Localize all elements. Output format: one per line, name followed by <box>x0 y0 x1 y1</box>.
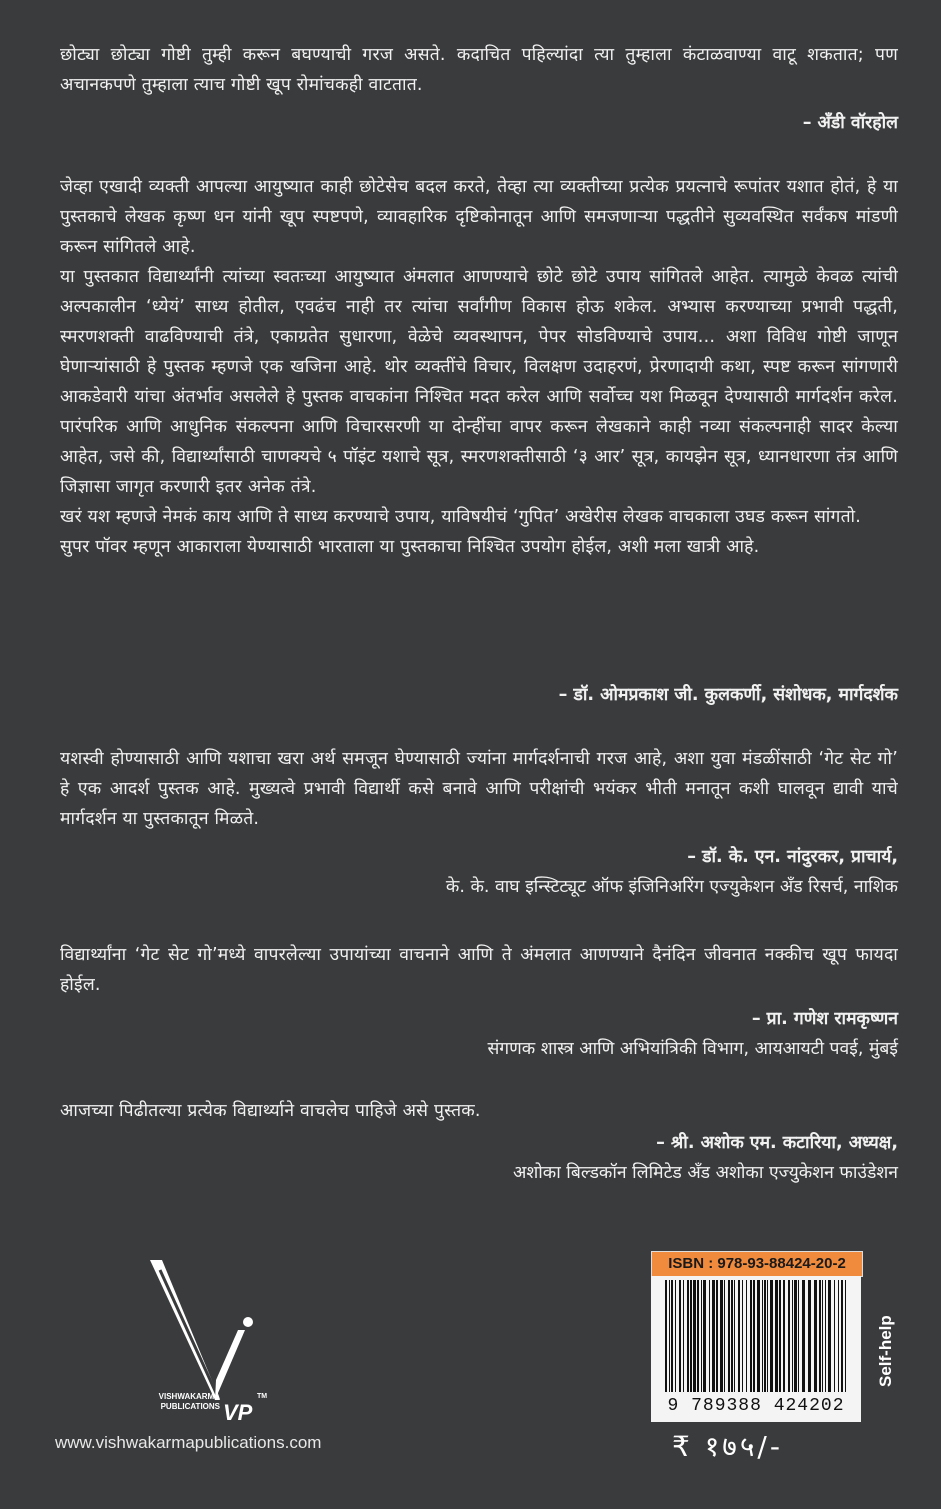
review-paragraph: सुपर पॉवर म्हणून आकाराला येण्यासाठी भारताला या पुस्तकाचा निश्चित उपयोग होईल, अशी मला खात्री आहे. <box>60 537 760 557</box>
book-price: ₹ १७५/- <box>672 1430 783 1463</box>
review-affiliation: संगणक शास्त्र आणि अभियांत्रिकी विभाग, आयआयटी पवई, मुंबई <box>487 1039 898 1059</box>
review-nandurkar-author-block <box>60 842 898 902</box>
publisher-mark: VP <box>223 1400 253 1425</box>
review-ramakrishnan <box>60 940 898 1000</box>
review-nandurkar <box>60 744 898 834</box>
publisher-name: VISHWAKARMA PUBLICATIONS <box>158 1392 220 1411</box>
review-paragraph: या पुस्तकात विद्यार्थ्यांनी त्यांच्या स्वतःच्या आयुष्यात अंमलात आणण्याचे छोटे छोटे उपाय सांगितले आहेत. त्यामुळे केवळ त्यांची अल्पकालीन ‘ध्येयं’ साध्य होतील, एवढंच नाही तर त्यांचा सर्वांगीण विकास होऊ शकेल. अभ्यास करण्याच्या प्रभावी पद्धती, स्मरणशक्ती वाढविण्याची तंत्रे, एकाग्रतेत सुधारणा, वेळेचे व्यवस्थापन, पेपर सोडविण्याचे उपाय… अशा विविध गोष्टी जाणून घेणाऱ्यांसाठी हे पुस्तक म्हणजे एक खजिना आहे. थोर व्यक्तींचे विचार, विलक्षण उदाहरणं, प्रेरणादायी कथा, स्पष्ट करून सांगणारी आकडेवारी यांचा अंतर्भाव असलेले हे पुस्तक वाचकांना निश्चित मदत करेल आणि सर्वोच्च यश मिळवून देण्यासाठी मार्गदर्शन करेल. पारंपरिक आणि आधुनिक संकल्पना आणि विचारसरणी या दोन्हींचा वापर करून लेखकाने काही नव्या संकल्पनाही सादर केल्या आहेत, जसे की, विद्यार्थ्यांसाठी चाणक्यचे ५ पॉइंट यशाचे सूत्र, स्मरणशक्तीसाठी ‘३ आर’ सूत्र, कायझेन सूत्र, ध्यानधारणा तंत्र आणि जिज्ञासा जागृत करणारी इतर अनेक तंत्रे. <box>60 267 898 497</box>
publisher-logo <box>120 1250 290 1440</box>
barcode-number: 9 789388 424202 <box>667 1396 845 1416</box>
review-author: – डॉ. के. एन. नांदुरकर, प्राचार्य, <box>687 847 898 867</box>
review-paragraph: जेव्हा एखादी व्यक्ती आपल्या आयुष्यात काही छोटेसेच बदल करते, तेव्हा त्या व्यक्तीच्या प्रत्येक प्रयत्नाचे रूपांतर यशात होतं, हे या पुस्तकाचे लेखक कृष्ण धन यांनी खूप स्पष्टपणे, व्यावहारिक दृष्टिकोनातून आणि समजणाऱ्या पद्धतीने सुव्यवस्थित सर्वंकष मांडणी करून सांगितले आहे. <box>60 177 898 257</box>
review-kataria <box>60 1096 898 1126</box>
review-paragraph: खरं यश म्हणजे नेमकं काय आणि ते साध्य करण्याचे उपाय, याविषयीचं ‘गुपित’ अखेरीस लेखक वाचकाला उघड करून सांगतो. <box>60 507 862 527</box>
review-affiliation: अशोका बिल्डकॉन लिमिटेड अँड अशोका एज्युकेशन फाउंडेशन <box>512 1163 898 1183</box>
review-text: विद्यार्थ्यांना ‘गेट सेट गो’मध्ये वापरलेल्या उपायांच्या वाचनाने आणि ते अंमलात आणण्याने दैनंदिन जीवनात नक्कीच खूप फायदा होईल. <box>60 945 898 995</box>
review-author: – प्रा. गणेश रामकृष्णन <box>751 1009 898 1029</box>
quote-andy-warhol <box>60 40 898 100</box>
review-affiliation: के. के. वाघ इन्स्टिट्यूट ऑफ इंजिनिअरिंग एज्युकेशन अँड रिसर्च, नाशिक <box>445 877 898 897</box>
isbn-label: ISBN : 978-93-88424-20-2 <box>651 1251 863 1277</box>
review-kataria-author-block <box>60 1128 898 1188</box>
review-ramakrishnan-author-block <box>60 1004 898 1064</box>
quote-author: – अँडी वॉरहोल <box>802 113 898 133</box>
trademark-symbol: TM <box>257 1393 268 1400</box>
review-author: – डॉ. ओमप्रकाश जी. कुलकर्णी, संशोधक, मार्गदर्शक <box>558 685 898 705</box>
review-kulkarni-author-block <box>60 680 898 710</box>
quote-text: छोट्या छोट्या गोष्टी तुम्ही करून बघण्याची गरज असते. कदाचित पहिल्यांदा त्या तुम्हाला कंटाळवाण्या वाटू शकतात; पण अचानकपणे तुम्हाला त्याच गोष्टी खूप रोमांचकही वाटतात. <box>60 45 898 95</box>
review-kulkarni <box>60 172 898 562</box>
barcode-icon <box>651 1280 861 1398</box>
quote-author-block <box>60 108 898 138</box>
book-category: Self-help <box>876 1315 895 1387</box>
review-author: – श्री. अशोक एम. कटारिया, अध्यक्ष, <box>656 1133 898 1153</box>
publisher-website: www.vishwakarmapublications.com <box>55 1433 322 1452</box>
review-text: आजच्या पिढीतल्या प्रत्येक विद्यार्थ्याने वाचलेच पाहिजे असे पुस्तक. <box>60 1101 481 1121</box>
review-text: यशस्वी होण्यासाठी आणि यशाचा खरा अर्थ समजून घेण्यासाठी ज्यांना मार्गदर्शनाची गरज आहे, अशा युवा मंडळींसाठी ‘गेट सेट गो’ हे एक आदर्श पुस्तक आहे. मुख्यत्वे प्रभावी विद्यार्थी कसे बनावे आणि परीक्षांची भयंकर भीती मनातून कशी घालवून द्यावी याचे मार्गदर्शन या पुस्तकातून मिळते. <box>60 749 898 829</box>
